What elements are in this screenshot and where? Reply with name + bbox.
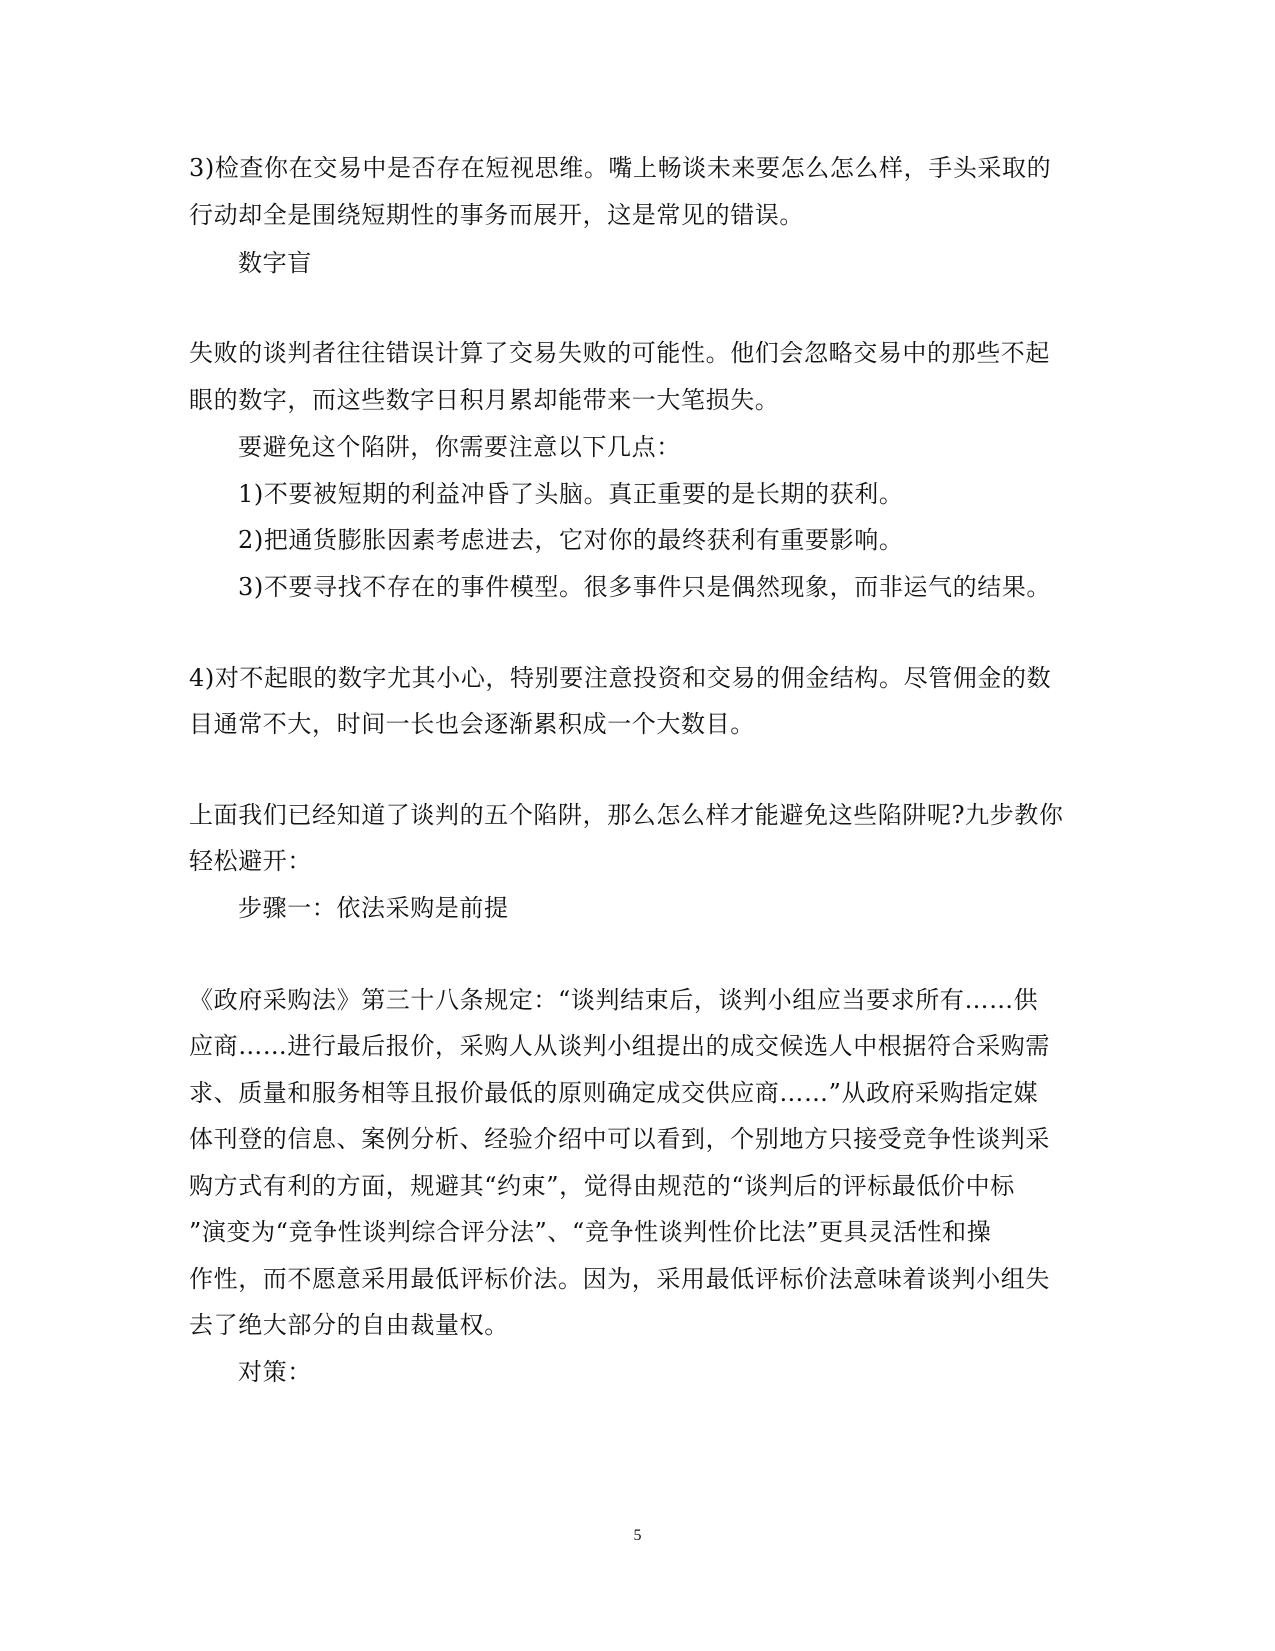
section-heading: 对策：: [238, 1358, 312, 1386]
list-item: 4)对不起眼的数字尤其小心，特别要注意投资和交易的佣金结构。尽管佣金的数: [189, 664, 1052, 692]
paragraph-line: 体刊登的信息、案例分析、经验介绍中可以看到，个别地方只接受竞争性谈判采: [189, 1125, 1050, 1153]
paragraph-line: 眼的数字，而这些数字日积月累却能带来一大笔损失。: [189, 386, 780, 414]
paragraph-line: 目通常不大，时间一长也会逐渐累积成一个大数目。: [189, 710, 755, 738]
paragraph-line: 求、质量和服务相等且报价最低的原则确定成交供应商……”从政府采购指定媒: [189, 1079, 1039, 1107]
paragraph-line: 作性，而不愿意采用最低评标价法。因为，采用最低评标价法意味着谈判小组失: [189, 1265, 1050, 1293]
paragraph-line: 去了绝大部分的自由裁量权。: [189, 1311, 509, 1339]
paragraph-line: ”演变为“竞争性谈判综合评分法”、“竞争性谈判性价比法”更具灵活性和操: [189, 1218, 992, 1246]
paragraph-line: 应商……进行最后报价，采购人从谈判小组提出的成交候选人中根据符合采购需: [189, 1032, 1050, 1060]
list-item: 3)不要寻找不存在的事件模型。很多事件只是偶然现象，而非运气的结果。: [238, 573, 1052, 601]
paragraph-line: 3)检查你在交易中是否存在短视思维。嘴上畅谈未来要怎么怎么样，手头采取的: [189, 154, 1052, 182]
list-item: 2)把通货膨胀因素考虑进去，它对你的最终获利有重要影响。: [238, 526, 904, 554]
paragraph-line: 失败的谈判者往往错误计算了交易失败的可能性。他们会忽略交易中的那些不起: [189, 339, 1050, 367]
section-heading: 步骤一：依法采购是前提: [238, 894, 509, 922]
paragraph-line: 上面我们已经知道了谈判的五个陷阱，那么怎么样才能避免这些陷阱呢?九步教你: [189, 801, 1064, 829]
paragraph-line: 行动却全是围绕短期性的事务而展开，这是常见的错误。: [189, 201, 804, 229]
section-heading: 数字盲: [238, 249, 312, 277]
paragraph-line: 要避免这个陷阱，你需要注意以下几点：: [238, 433, 681, 461]
paragraph-line: 购方式有利的方面，规避其“约束”，觉得由规范的“谈判后的评标最低价中标: [189, 1172, 1015, 1200]
paragraph-line: 《政府采购法》第三十八条规定：“谈判结束后，谈判小组应当要求所有……供: [189, 986, 1039, 1014]
page-number: 5: [633, 1527, 642, 1544]
paragraph-line: 轻松避开：: [189, 847, 312, 875]
list-item: 1)不要被短期的利益冲昏了头脑。真正重要的是长期的获利。: [238, 480, 904, 508]
